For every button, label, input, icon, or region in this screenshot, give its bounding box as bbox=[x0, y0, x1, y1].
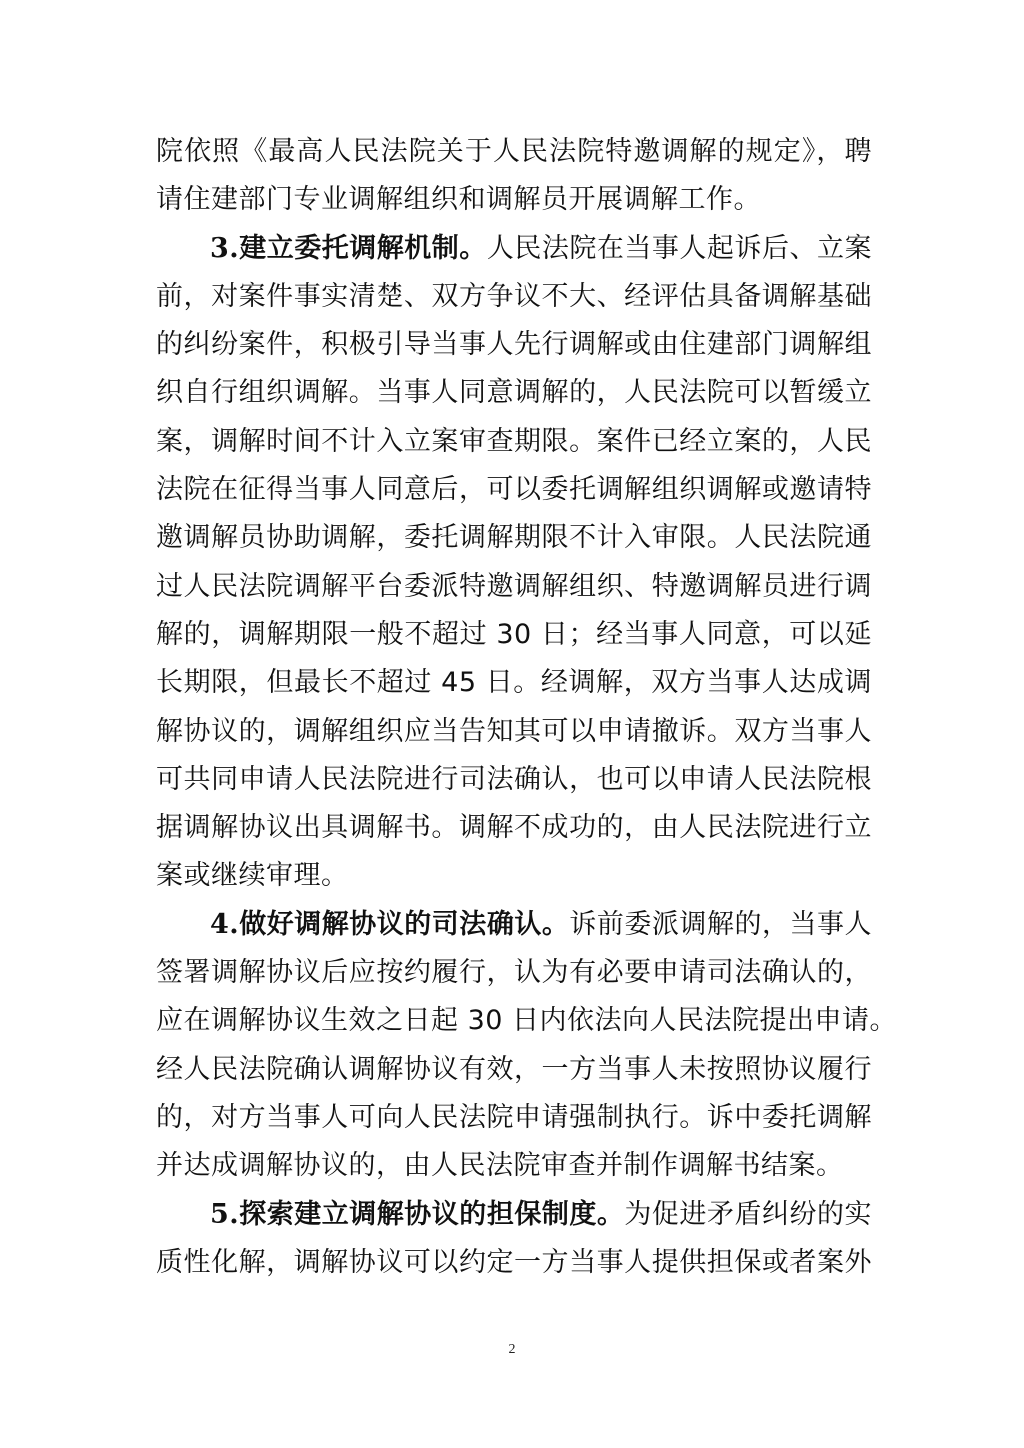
text-line bbox=[156, 611, 872, 659]
text-line bbox=[156, 1239, 872, 1287]
line-text: 为促进矛盾纠纷的实 bbox=[624, 1198, 872, 1230]
text-line bbox=[156, 563, 872, 611]
line-text: 诉前委派调解的，当事人 bbox=[569, 908, 873, 940]
text-line bbox=[156, 466, 872, 514]
text-line bbox=[156, 273, 872, 321]
text-line bbox=[156, 514, 872, 562]
section-heading-5: 5.探索建立调解协议的担保制度。 bbox=[210, 1198, 625, 1230]
line-text: 院依照《最高人民法院关于人民法院特邀调解的规定》，聘 bbox=[156, 136, 872, 167]
line-text: 人民法院在当事人起诉后、立案 bbox=[486, 232, 873, 264]
text-line bbox=[156, 949, 872, 997]
section-heading-3: 3.建立委托调解机制。 bbox=[210, 232, 487, 264]
page-number: 2 bbox=[508, 1342, 516, 1357]
text-line bbox=[156, 756, 872, 804]
line-text: 的纠纷案件，积极引导当事人先行调解或由住建部门调解组 bbox=[156, 329, 872, 361]
line-text: 过人民法院调解平台委派特邀调解组织、特邀调解员进行调 bbox=[156, 570, 872, 602]
line-text: 织自行组织调解。当事人同意调解的，人民法院可以暂缓立 bbox=[156, 377, 872, 409]
text-line bbox=[156, 369, 872, 417]
section-heading-line bbox=[156, 1191, 872, 1239]
text-line bbox=[156, 659, 872, 707]
line-text: 邀调解员协助调解，委托调解期限不计入审限。人民法院通 bbox=[156, 522, 872, 554]
section-heading-line bbox=[156, 901, 872, 949]
line-text: 应在调解协议生效之日起 30 日内依法向人民法院提出申请。 bbox=[156, 1005, 898, 1037]
line-text: 解协议的，调解组织应当告知其可以申请撤诉。双方当事人 bbox=[156, 715, 872, 747]
text-line bbox=[156, 176, 872, 224]
line-text: 案或继续审理。 bbox=[156, 860, 349, 892]
line-text: 据调解协议出具调解书。调解不成功的，由人民法院进行立 bbox=[156, 812, 872, 844]
line-text: 并达成调解协议的，由人民法院审查并制作调解书结案。 bbox=[156, 1150, 844, 1182]
section-heading-4: 4.做好调解协议的司法确认。 bbox=[210, 908, 570, 940]
line-text: 质性化解，调解协议可以约定一方当事人提供担保或者案外 bbox=[156, 1246, 872, 1278]
text-line bbox=[156, 804, 872, 852]
line-text: 经人民法院确认调解协议有效，一方当事人未按照协议履行 bbox=[156, 1053, 872, 1085]
line-text: 前，对案件事实清楚、双方争议不大、经评估具备调解基础 bbox=[156, 280, 872, 312]
line-text: 请住建部门专业调解组织和调解员开展调解工作。 bbox=[156, 184, 761, 216]
line-text: 案，调解时间不计入立案审查期限。案件已经立案的，人民 bbox=[156, 425, 872, 457]
line-text: 的，对方当事人可向人民法院申请强制执行。诉中委托调解 bbox=[156, 1101, 872, 1133]
line-text: 签署调解协议后应按约履行，认为有必要申请司法确认的， bbox=[156, 957, 872, 989]
line-text: 长期限，但最长不超过 45 日。经调解，双方当事人达成调 bbox=[156, 667, 872, 699]
text-line bbox=[156, 1094, 872, 1142]
text-line bbox=[156, 852, 872, 900]
text-line bbox=[156, 1142, 872, 1190]
text-line bbox=[156, 418, 872, 466]
line-text: 解的，调解期限一般不超过 30 日；经当事人同意，可以延 bbox=[156, 618, 872, 650]
text-line bbox=[156, 321, 872, 369]
text-line bbox=[156, 708, 872, 756]
line-text: 法院在征得当事人同意后，可以委托调解组织调解或邀请特 bbox=[156, 474, 872, 506]
text-line bbox=[156, 128, 872, 176]
line-text: 可共同申请人民法院进行司法确认，也可以申请人民法院根 bbox=[156, 763, 872, 795]
text-line bbox=[156, 997, 898, 1045]
section-heading-line bbox=[156, 225, 872, 273]
body-text bbox=[156, 128, 898, 1287]
text-line bbox=[156, 1046, 872, 1094]
